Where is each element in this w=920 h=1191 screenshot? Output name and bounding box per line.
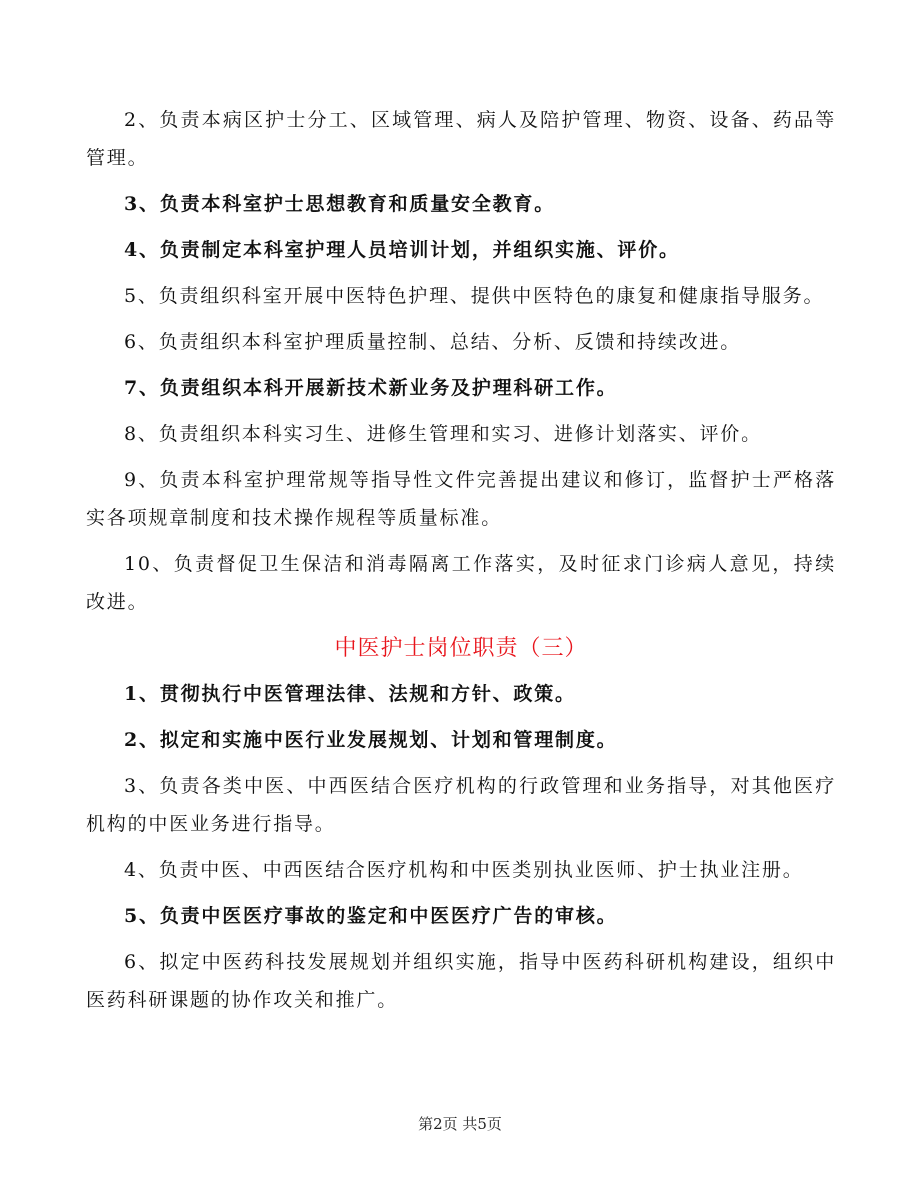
duty-item: 9、负责本科室护理常规等指导性文件完善提出建议和修订，监督护士严格落实各项规章制度和技术操作规程等质量标准。 <box>86 469 836 529</box>
duty-item: 4、负责中医、中西医结合医疗机构和中医类别执业医师、护士执业注册。 <box>124 859 804 881</box>
duty-item: 6、拟定中医药科技发展规划并组织实施，指导中医药科研机构建设，组织中医药科研课题的协作攻关和推广。 <box>86 951 836 1011</box>
duty-list-top <box>86 101 836 621</box>
duty-item: 4、负责制定本科室护理人员培训计划，并组织实施、评价。 <box>124 239 680 261</box>
duty-item: 6、负责组织本科室护理质量控制、总结、分析、反馈和持续改进。 <box>124 331 742 353</box>
section-title: 中医护士岗位职责（三） <box>334 636 588 661</box>
duty-item: 3、负责各类中医、中西医结合医疗机构的行政管理和业务指导，对其他医疗机构的中医业务进行指导。 <box>86 775 836 835</box>
duty-item: 3、负责本科室护士思想教育和质量安全教育。 <box>124 193 556 215</box>
document-body <box>86 101 836 1027</box>
duty-item: 5、负责组织科室开展中医特色护理、提供中医特色的康复和健康指导服务。 <box>124 285 825 307</box>
duty-item: 5、负责中医医疗事故的鉴定和中医医疗广告的审核。 <box>124 905 618 927</box>
duty-item: 10、负责督促卫生保洁和消毒隔离工作落实，及时征求门诊病人意见，持续改进。 <box>86 553 836 613</box>
duty-list-bottom <box>86 675 836 1019</box>
duty-item: 8、负责组织本科实习生、进修生管理和实习、进修计划落实、评价。 <box>124 423 762 445</box>
duty-item: 1、贯彻执行中医管理法律、法规和方针、政策。 <box>124 683 576 705</box>
page-number-footer: 第2页 共5页 <box>418 1115 502 1133</box>
duty-item: 7、负责组织本科开展新技术新业务及护理科研工作。 <box>124 377 618 399</box>
duty-item: 2、拟定和实施中医行业发展规划、计划和管理制度。 <box>124 729 618 751</box>
duty-item: 2、负责本病区护士分工、区域管理、病人及陪护管理、物资、设备、药品等管理。 <box>86 109 836 169</box>
